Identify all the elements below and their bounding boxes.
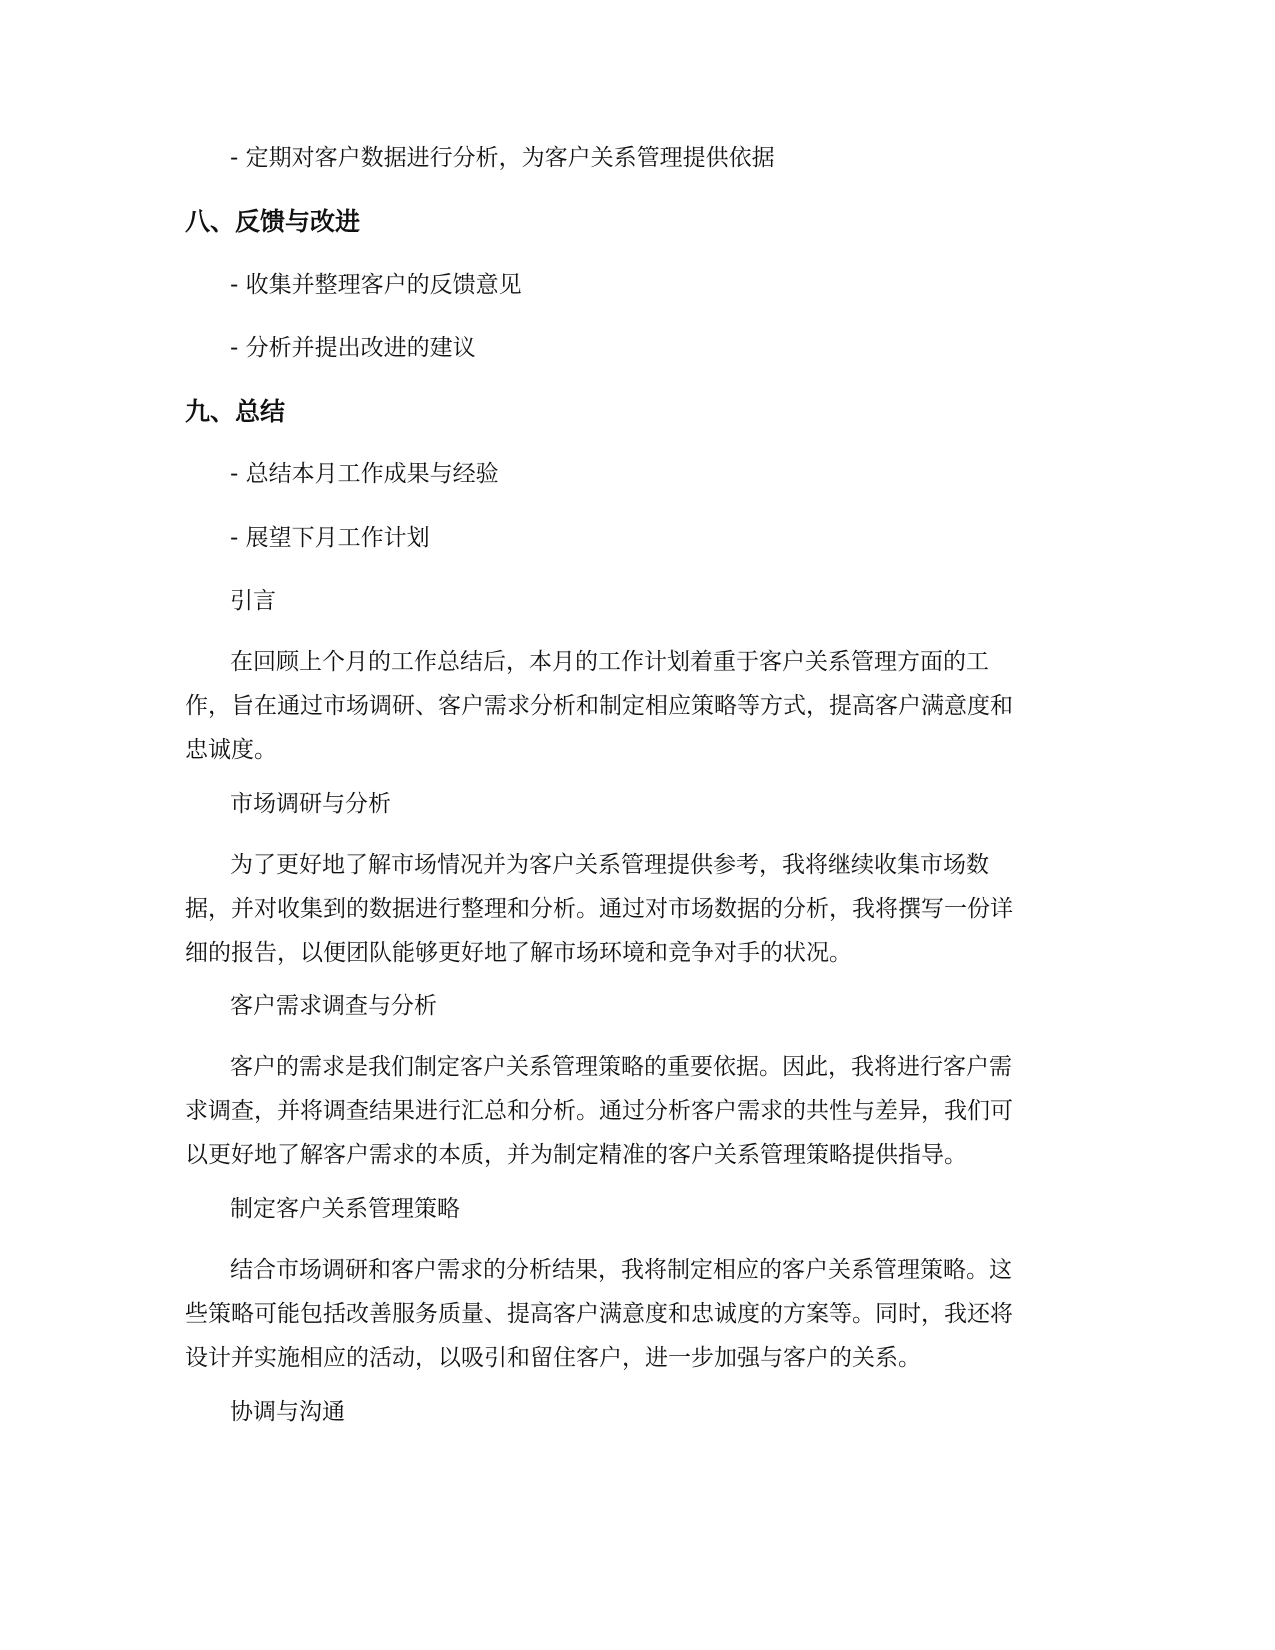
bullet-summarize-results: - 总结本月工作成果与经验	[230, 461, 499, 487]
paragraph-line: 客户的需求是我们制定客户关系管理策略的重要依据。因此，我将进行客户需	[230, 1054, 1012, 1080]
paragraph-line: 设计并实施相应的活动，以吸引和留住客户，进一步加强与客户的关系。	[185, 1345, 921, 1371]
bullet-improvement-suggestions: - 分析并提出改进的建议	[230, 335, 476, 361]
paragraph-strategy	[185, 1248, 1105, 1380]
subsection-title-intro: 引言	[230, 588, 276, 614]
paragraph-needs	[185, 1045, 1105, 1177]
paragraph-line: 细的报告，以便团队能够更好地了解市场环境和竞争对手的状况。	[185, 940, 852, 966]
paragraph-line: 作，旨在通过市场调研、客户需求分析和制定相应策略等方式，提高客户满意度和	[185, 693, 1013, 719]
paragraph-line: 结合市场调研和客户需求的分析结果，我将制定相应的客户关系管理策略。这	[230, 1257, 1012, 1283]
subsection-title-strategy: 制定客户关系管理策略	[230, 1196, 460, 1222]
subsection-title-coordination: 协调与沟通	[230, 1399, 345, 1425]
bullet-collect-feedback: - 收集并整理客户的反馈意见	[230, 272, 522, 298]
subsection-title-market: 市场调研与分析	[230, 791, 391, 817]
bullet-data-analysis: - 定期对客户数据进行分析，为客户关系管理提供依据	[230, 145, 775, 171]
paragraph-line: 在回顾上个月的工作总结后，本月的工作计划着重于客户关系管理方面的工	[230, 649, 989, 675]
paragraph-intro	[185, 640, 1105, 772]
paragraph-line: 为了更好地了解市场情况并为客户关系管理提供参考，我将继续收集市场数	[230, 852, 989, 878]
paragraph-line: 些策略可能包括改善服务质量、提高客户满意度和忠诚度的方案等。同时，我还将	[185, 1301, 1013, 1327]
paragraph-market	[185, 843, 1105, 975]
paragraph-line: 求调查，并将调查结果进行汇总和分析。通过分析客户需求的共性与差异，我们可	[185, 1098, 1013, 1124]
section-heading-feedback: 八、反馈与改进	[185, 207, 361, 236]
paragraph-line: 忠诚度。	[185, 737, 277, 763]
bullet-next-month-plan: - 展望下月工作计划	[230, 525, 430, 551]
paragraph-line: 据，并对收集到的数据进行整理和分析。通过对市场数据的分析，我将撰写一份详	[185, 896, 1013, 922]
paragraph-line: 以更好地了解客户需求的本质，并为制定精准的客户关系管理策略提供指导。	[185, 1142, 967, 1168]
subsection-title-needs: 客户需求调查与分析	[230, 993, 437, 1019]
section-heading-summary: 九、总结	[185, 397, 286, 426]
